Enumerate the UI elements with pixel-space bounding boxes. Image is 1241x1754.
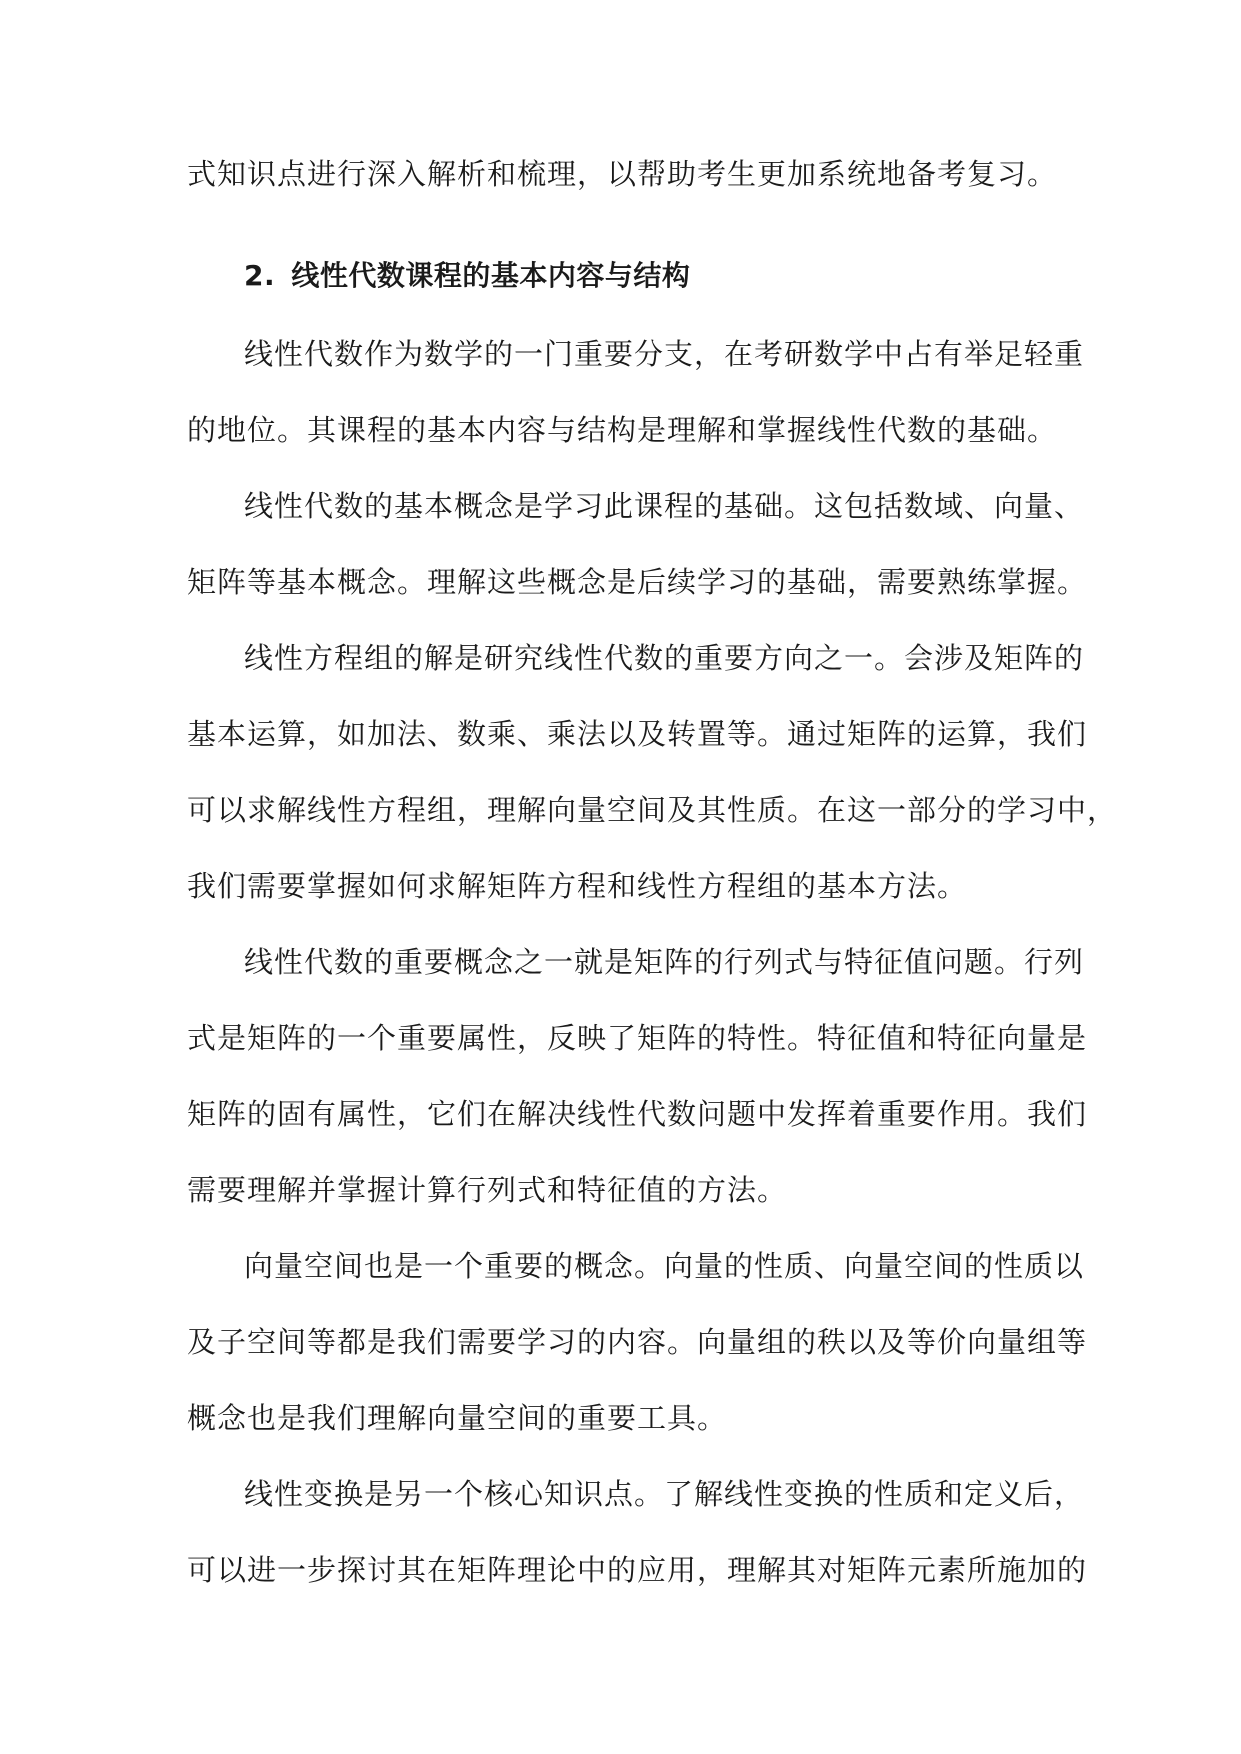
paragraph-line: 需要理解并掌握计算行列式和特征值的方法。 <box>187 1173 788 1207</box>
paragraph-line: 概念也是我们理解向量空间的重要工具。 <box>187 1401 728 1435</box>
paragraph-line: 线性变换是另一个核心知识点。了解线性变换的性质和定义后， <box>244 1477 1085 1511</box>
paragraph-line: 线性方程组的解是研究线性代数的重要方向之一。会涉及矩阵的 <box>244 641 1085 675</box>
paragraph-line: 式是矩阵的一个重要属性，反映了矩阵的特性。特征值和特征向量是 <box>187 1021 1088 1055</box>
paragraph-line: 矩阵的固有属性，它们在解决线性代数问题中发挥着重要作用。我们 <box>187 1097 1088 1131</box>
paragraph-line: 基本运算，如加法、数乘、乘法以及转置等。通过矩阵的运算，我们 <box>187 717 1088 751</box>
intro-tail-line: 式知识点进行深入解析和梳理，以帮助考生更加系统地备考复习。 <box>187 157 1058 191</box>
section-title: 线性代数课程的基本内容与结构 <box>291 259 691 292</box>
paragraph-line: 我们需要掌握如何求解矩阵方程和线性方程组的基本方法。 <box>187 869 968 903</box>
paragraph-line: 及子空间等都是我们需要学习的内容。向量组的秩以及等价向量组等 <box>187 1325 1088 1359</box>
paragraph-line: 线性代数作为数学的一门重要分支，在考研数学中占有举足轻重 <box>244 337 1085 371</box>
paragraph-line: 可以求解线性方程组，理解向量空间及其性质。在这一部分的学习中， <box>187 793 1118 827</box>
paragraph-line: 的地位。其课程的基本内容与结构是理解和掌握线性代数的基础。 <box>187 413 1058 447</box>
paragraph-line: 可以进一步探讨其在矩阵理论中的应用，理解其对矩阵元素所施加的 <box>187 1553 1088 1587</box>
paragraph-line: 矩阵等基本概念。理解这些概念是后续学习的基础，需要熟练掌握。 <box>187 565 1088 599</box>
paragraph-line: 向量空间也是一个重要的概念。向量的性质、向量空间的性质以 <box>244 1249 1085 1283</box>
paragraph-line: 线性代数的基本概念是学习此课程的基础。这包括数域、向量、 <box>244 489 1085 523</box>
paragraph-line: 线性代数的重要概念之一就是矩阵的行列式与特征值问题。行列 <box>244 945 1085 979</box>
section-number: 2. <box>244 259 276 292</box>
section-heading <box>244 256 690 296</box>
